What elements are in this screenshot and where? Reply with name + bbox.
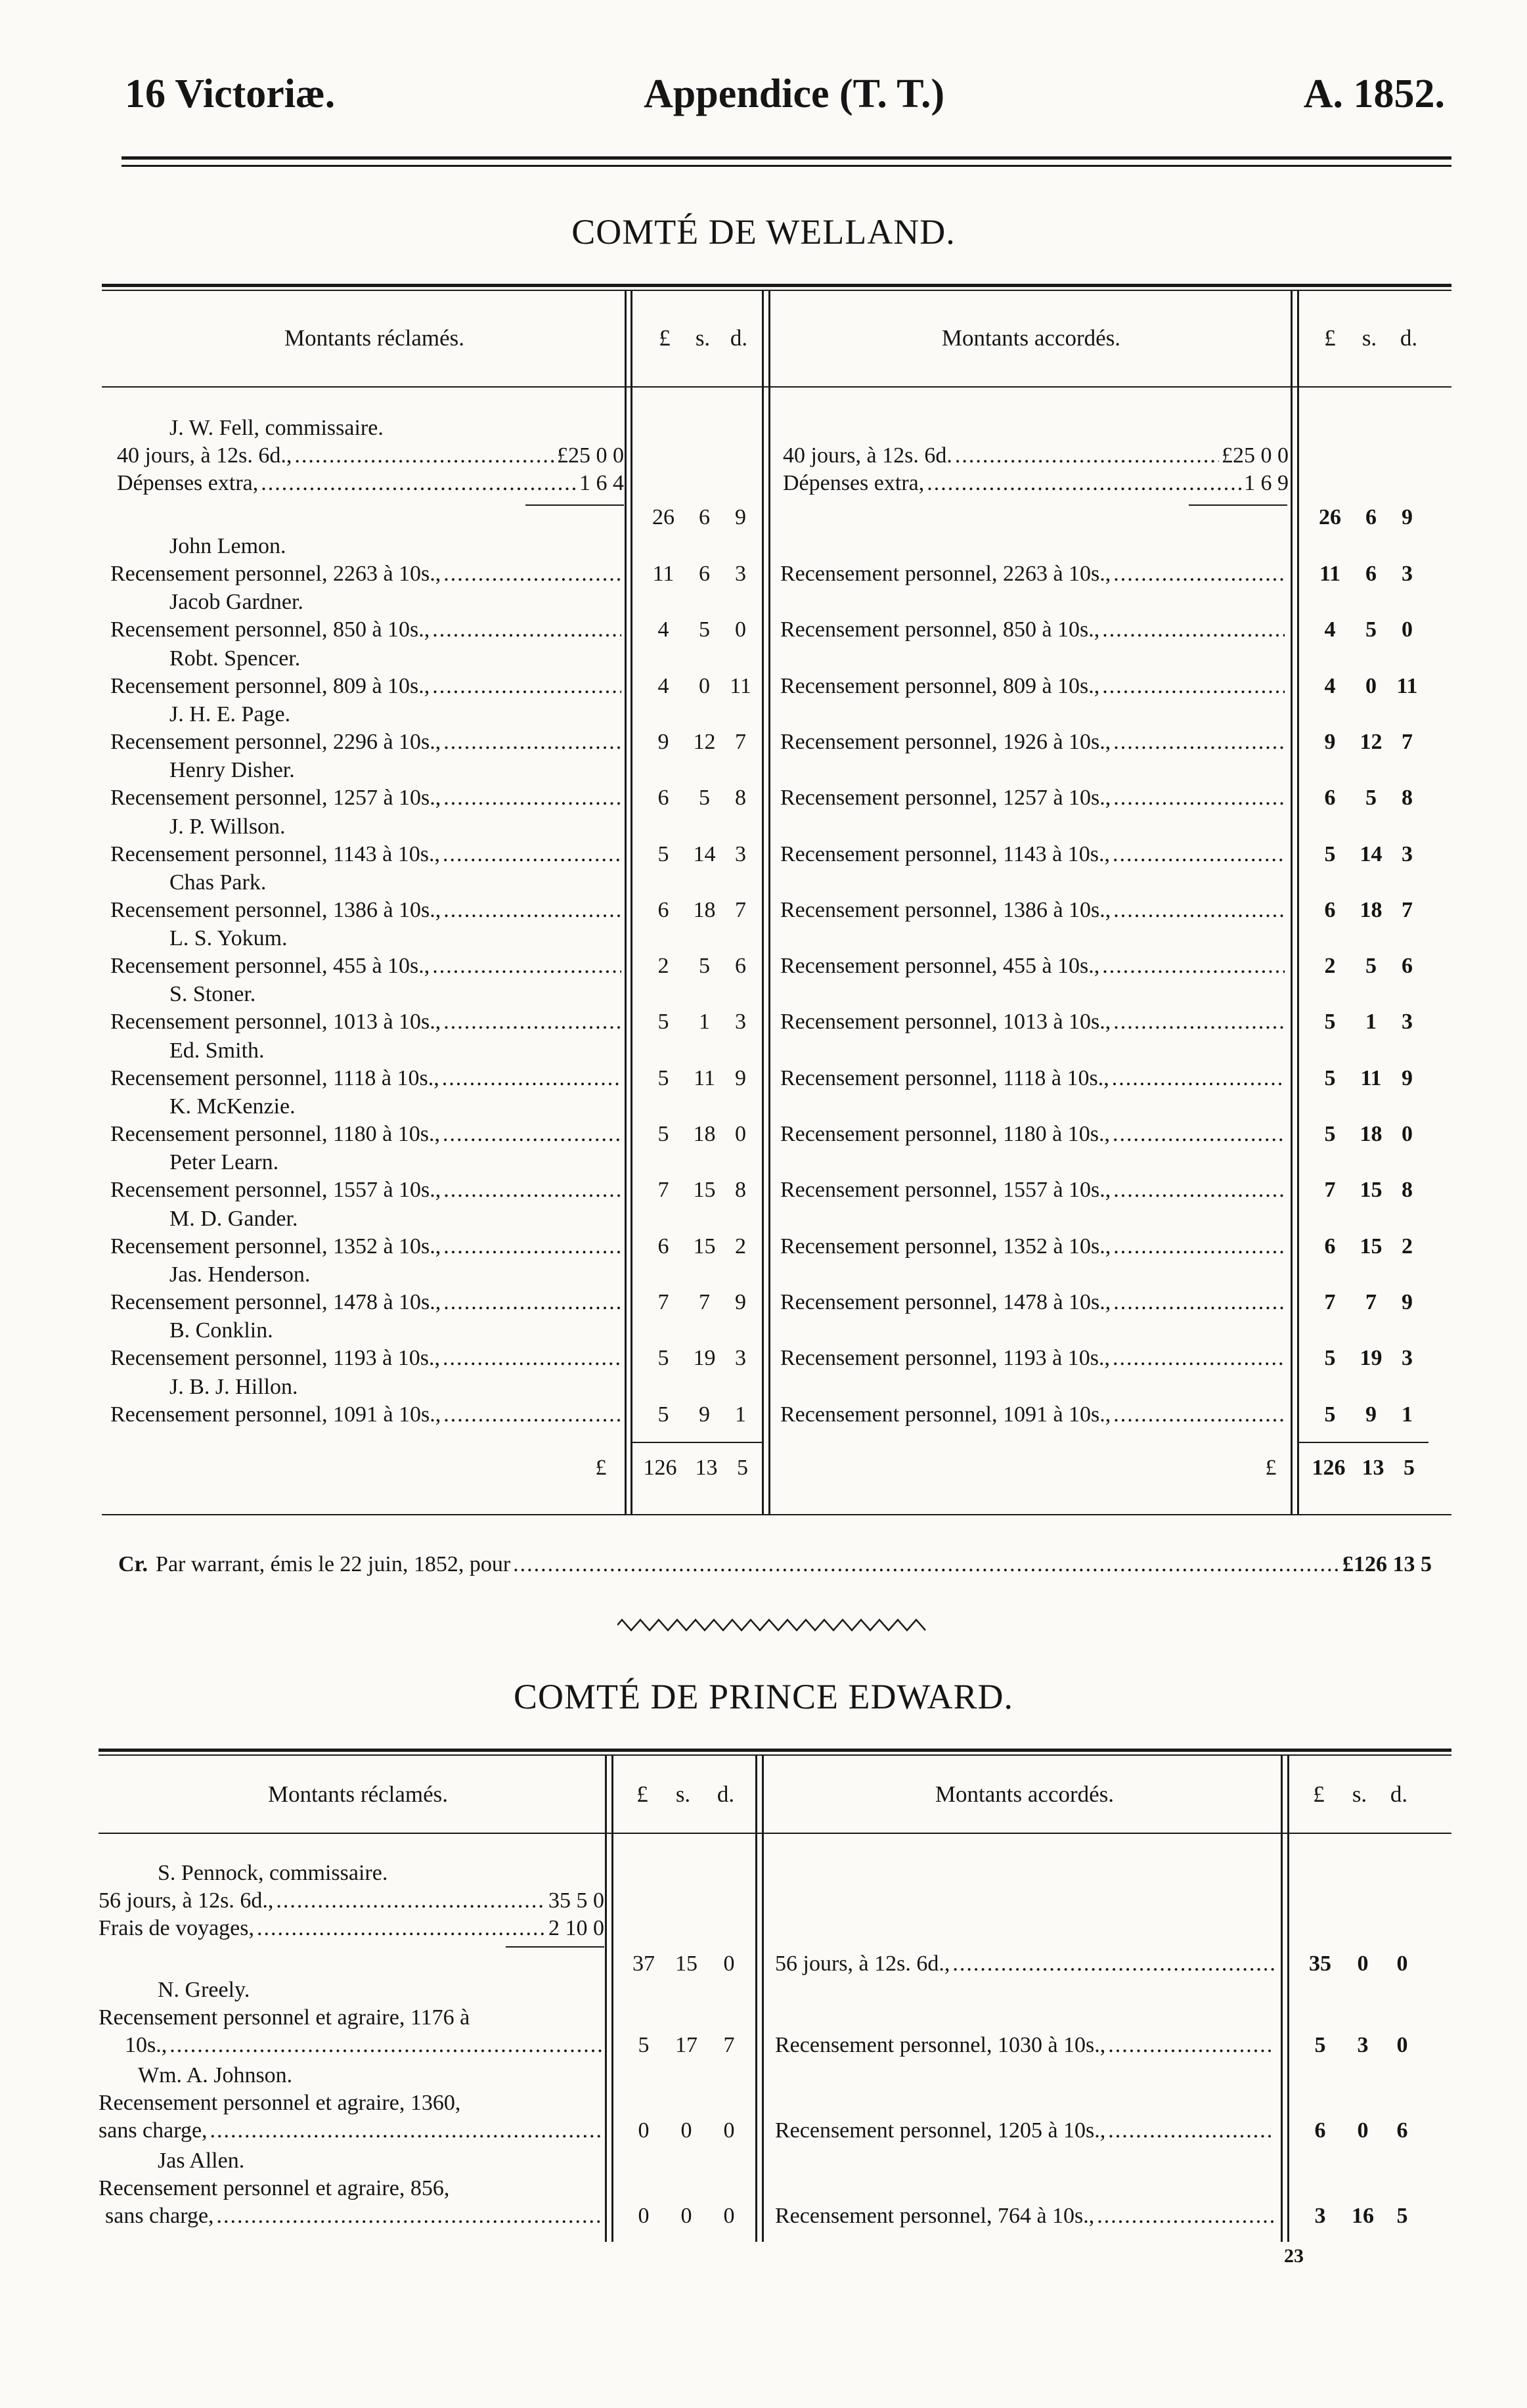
grant-total-shillings: 13 — [1361, 1456, 1384, 1480]
header-row-rule — [99, 1833, 1451, 1834]
grant-pence: 3 — [1402, 1346, 1413, 1370]
grant-pence: 0 — [1396, 1951, 1408, 1976]
claim-total-shillings: 13 — [695, 1456, 718, 1480]
claim-line: Recensement personnel, 2296 à 10s., ..... — [110, 729, 624, 755]
grant-line: Recensement personnel, 1352 à 10s., ..... — [780, 1234, 1287, 1260]
column-rule — [1287, 1756, 1289, 2242]
grant-pounds: 4 — [1324, 674, 1336, 698]
grant-shillings: 0 — [1357, 1951, 1369, 1976]
grant-line: Dépenses extra, ..... 1 6 9 — [783, 470, 1289, 497]
enumerator-name: Wm. A. Johnson. — [138, 2063, 293, 2087]
claim-line: Recensement personnel, 1013 à 10s., ..... — [110, 1009, 624, 1035]
header-rule — [122, 156, 1451, 160]
subtotal-rule — [1189, 504, 1287, 506]
grant-line: Recensement personnel, 809 à 10s., ..... — [780, 673, 1287, 700]
claim-line: Recensement personnel, 1557 à 10s., ..... — [110, 1177, 624, 1203]
claim-pence: 0 — [735, 617, 746, 642]
claim-line: Recensement personnel, 1478 à 10s., ..... — [110, 1289, 624, 1316]
claim-pounds: 9 — [657, 730, 669, 754]
claim-shillings: 11 — [694, 1066, 715, 1090]
claim-line: 10s., ..... — [125, 2032, 604, 2059]
enumerator-name: N. Greely. — [158, 1978, 250, 2002]
grant-line: Recensement personnel, 1557 à 10s., ..... — [780, 1177, 1287, 1203]
grant-shillings: 0 — [1365, 674, 1377, 698]
claim-pence: 0 — [723, 2118, 735, 2143]
column-rule — [1281, 1756, 1283, 2242]
decorative-divider — [617, 1617, 926, 1633]
grant-pence: 2 — [1402, 1234, 1413, 1259]
grant-line: Recensement personnel, 764 à 10s., ..... — [775, 2203, 1277, 2229]
grant-pence: 11 — [1396, 674, 1418, 698]
grant-pounds: 2 — [1324, 954, 1336, 978]
claim-line: sans charge, ..... — [105, 2203, 604, 2229]
grant-pence: 0 — [1396, 2033, 1408, 2057]
header-year: A. 1852. — [1303, 72, 1445, 116]
grant-pounds: 11 — [1319, 562, 1341, 586]
enumerator-name: Chas Park. — [169, 870, 267, 895]
grant-pounds: 3 — [1314, 2204, 1326, 2228]
claim-line: Recensement personnel, 1193 à 10s., ..... — [110, 1345, 624, 1371]
claim-line: Dépenses extra, ..... 1 6 4 — [117, 470, 624, 497]
claim-pounds: 26 — [652, 505, 675, 529]
enumerator-name: Jas. Henderson. — [169, 1262, 311, 1287]
table-top-rule — [99, 1754, 1451, 1756]
grant-shillings: 15 — [1360, 1178, 1383, 1202]
grant-pounds: 26 — [1319, 505, 1341, 529]
claim-pounds: 0 — [638, 2204, 650, 2228]
grant-line: Recensement personnel, 1143 à 10s., ..... — [780, 841, 1287, 868]
column-rule — [625, 291, 627, 1514]
grant-line: Recensement personnel, 455 à 10s., ..... — [780, 953, 1287, 979]
claim-pence: 7 — [735, 730, 746, 754]
claim-pence: 0 — [723, 1951, 735, 1976]
claim-line: Recensement personnel, 1118 à 10s., ..... — [110, 1065, 624, 1092]
col-shilling-heading: s. — [695, 325, 711, 351]
warrant-line: Cr. Par warrant, émis le 22 juin, 1852, pour ..... £126 13 5 — [118, 1551, 1432, 1578]
claim-pence: 8 — [735, 1178, 746, 1202]
claim-line: Recensement personnel, 1180 à 10s., ..... — [110, 1121, 624, 1148]
grant-line: Recensement personnel, 1478 à 10s., ..... — [780, 1289, 1287, 1316]
claim-shillings: 5 — [699, 954, 710, 978]
enumerator-name: Robt. Spencer. — [169, 646, 301, 671]
claim-shillings: 0 — [680, 2118, 692, 2143]
grant-pence: 1 — [1402, 1402, 1413, 1427]
total-rule — [1297, 1442, 1428, 1443]
enumerator-name: Ed. Smith. — [169, 1038, 265, 1063]
claim-pounds: 7 — [657, 1290, 669, 1314]
grant-pence: 7 — [1402, 898, 1413, 922]
grant-total-pence: 5 — [1404, 1456, 1415, 1480]
claim-pounds: 37 — [632, 1951, 655, 1976]
claim-line: Recensement personnel, 1257 à 10s., ..... — [110, 785, 624, 811]
claim-shillings: 17 — [675, 2033, 697, 2057]
commissioner-name: J. W. Fell, commissaire. — [169, 416, 384, 440]
grant-pence: 9 — [1402, 1290, 1413, 1314]
header-regnal-year: 16 Victoriæ. — [125, 72, 336, 116]
grant-line: Recensement personnel, 1180 à 10s., ..... — [780, 1121, 1287, 1148]
grant-pence: 8 — [1402, 1178, 1413, 1202]
grant-pounds: 6 — [1324, 898, 1336, 922]
running-header — [125, 71, 1445, 130]
grant-line: Recensement personnel, 1013 à 10s., ..... — [780, 1009, 1287, 1035]
claim-shillings: 15 — [693, 1234, 716, 1259]
grant-shillings: 7 — [1365, 1290, 1377, 1314]
section-title-prince-edward: COMTÉ DE PRINCE EDWARD. — [514, 1677, 1013, 1716]
grant-pence: 3 — [1402, 842, 1413, 866]
grant-shillings: 16 — [1352, 2204, 1374, 2228]
grant-pounds: 7 — [1324, 1178, 1336, 1202]
total-rule — [631, 1442, 762, 1443]
enumerator-name: John Lemon. — [169, 534, 286, 558]
claim-pence: 9 — [735, 505, 746, 529]
claim-pounds: 6 — [657, 786, 669, 810]
header-rule — [122, 165, 1451, 167]
grant-shillings: 5 — [1365, 786, 1377, 810]
grant-line: 56 jours, à 12s. 6d., ..... — [775, 1951, 1277, 1977]
table-top-rule — [102, 290, 1451, 291]
grant-pence: 3 — [1402, 562, 1413, 586]
claim-shillings: 5 — [699, 786, 710, 810]
grant-line: 40 jours, à 12s. 6d. ..... £25 0 0 — [783, 443, 1289, 469]
claim-shillings: 6 — [699, 505, 710, 529]
grant-shillings: 9 — [1365, 1402, 1377, 1427]
grant-shillings: 11 — [1360, 1066, 1382, 1090]
grant-shillings: 18 — [1360, 898, 1383, 922]
claim-line: Recensement personnel, 1143 à 10s., ..... — [110, 841, 624, 868]
grant-shillings: 19 — [1360, 1346, 1383, 1370]
claim-shillings: 1 — [699, 1010, 710, 1034]
claim-pounds: 5 — [657, 1402, 669, 1427]
grant-pounds: 6 — [1314, 2118, 1326, 2143]
col-claimed-heading: Montants réclamés. — [284, 325, 465, 351]
col-pound-heading: £ — [636, 1781, 648, 1807]
claim-description: Recensement personnel et agraire, 856, — [99, 2176, 450, 2200]
grant-pounds: 5 — [1324, 1066, 1336, 1090]
col-shilling-heading: s. — [1361, 325, 1377, 351]
claim-pounds: 5 — [657, 1346, 669, 1370]
claim-line: 56 jours, à 12s. 6d., ..... 35 5 0 — [99, 1888, 604, 1914]
claim-line: Recensement personnel, 809 à 10s., ..... — [110, 673, 624, 700]
claim-line: Recensement personnel, 1091 à 10s., ..... — [110, 1402, 624, 1428]
claim-pounds: 6 — [657, 1234, 669, 1259]
enumerator-name: J. B. J. Hillon. — [169, 1375, 298, 1399]
enumerator-name: Peter Learn. — [169, 1150, 279, 1174]
total-pound-symbol: £ — [595, 1456, 607, 1480]
grant-shillings: 18 — [1360, 1122, 1383, 1146]
grant-line: Recensement personnel, 1091 à 10s., ..... — [780, 1402, 1287, 1428]
grant-pence: 9 — [1402, 505, 1413, 529]
enumerator-name: B. Conklin. — [169, 1318, 273, 1343]
claim-total-pounds: 126 — [643, 1456, 677, 1480]
grant-line: Recensement personnel, 1030 à 10s., ..... — [775, 2032, 1277, 2059]
claim-pounds: 4 — [657, 674, 669, 698]
claim-pounds: 2 — [657, 954, 669, 978]
grant-pounds: 6 — [1324, 1234, 1336, 1259]
grant-pence: 7 — [1402, 730, 1413, 754]
grant-pounds: 7 — [1324, 1290, 1336, 1314]
grant-line: Recensement personnel, 850 à 10s., ..... — [780, 617, 1287, 643]
column-rule — [605, 1756, 607, 2242]
column-rule — [768, 291, 770, 1514]
enumerator-name: J. H. E. Page. — [169, 702, 291, 726]
claim-shillings: 19 — [693, 1346, 716, 1370]
claim-description: Recensement personnel et agraire, 1360, — [99, 2091, 461, 2115]
grant-line: Recensement personnel, 2263 à 10s., ..... — [780, 561, 1287, 587]
col-pound-heading: £ — [659, 325, 671, 351]
grant-pence: 5 — [1396, 2204, 1408, 2228]
enumerator-name: Henry Disher. — [169, 758, 295, 782]
grant-pence: 8 — [1402, 786, 1413, 810]
col-pence-heading: d. — [717, 1781, 735, 1807]
claim-pence: 0 — [723, 2204, 735, 2228]
grant-line: Recensement personnel, 1193 à 10s., ..... — [780, 1345, 1287, 1371]
claim-shillings: 0 — [680, 2204, 692, 2228]
claim-pounds: 0 — [638, 2118, 650, 2143]
grant-line: Recensement personnel, 1926 à 10s., ..... — [780, 729, 1287, 755]
col-claimed-heading: Montants réclamés. — [267, 1781, 449, 1807]
enumerator-name: K. McKenzie. — [169, 1094, 296, 1119]
col-pence-heading: d. — [1400, 325, 1418, 351]
claim-line: Frais de voyages, ..... 2 10 0 — [99, 1915, 604, 1942]
enumerator-name: J. P. Willson. — [169, 814, 286, 839]
grant-pounds: 5 — [1324, 1346, 1336, 1370]
subtotal-rule — [525, 504, 624, 506]
claim-pence: 9 — [735, 1066, 746, 1090]
enumerator-name: Jacob Gardner. — [169, 590, 303, 614]
enumerator-name: S. Stoner. — [169, 982, 256, 1006]
claim-pence: 2 — [735, 1234, 746, 1259]
claim-line: Recensement personnel, 850 à 10s., ..... — [110, 617, 624, 643]
claim-shillings: 15 — [675, 1951, 697, 1976]
claim-shillings: 14 — [693, 842, 716, 866]
column-rule — [611, 1756, 613, 2242]
grant-shillings: 6 — [1365, 562, 1377, 586]
claim-pence: 7 — [723, 2033, 735, 2057]
grant-shillings: 3 — [1357, 2033, 1369, 2057]
section-title-welland: COMTÉ DE WELLAND. — [571, 212, 956, 252]
grant-pounds: 5 — [1324, 1010, 1336, 1034]
grant-pence: 3 — [1402, 1010, 1413, 1034]
grant-shillings: 14 — [1360, 842, 1383, 866]
grant-pounds: 5 — [1314, 2033, 1326, 2057]
claim-shillings: 18 — [693, 898, 716, 922]
claim-pounds: 5 — [657, 1066, 669, 1090]
claim-pence: 3 — [735, 842, 746, 866]
grant-pounds: 5 — [1324, 1402, 1336, 1427]
claim-shillings: 9 — [699, 1402, 710, 1427]
grant-pence: 0 — [1402, 617, 1413, 642]
grant-pence: 6 — [1396, 2118, 1408, 2143]
column-rule — [762, 291, 764, 1514]
claim-line: Recensement personnel, 1352 à 10s., ..... — [110, 1234, 624, 1260]
claim-pence: 8 — [735, 786, 746, 810]
column-rule — [1297, 291, 1299, 1514]
header-appendix: Appendice (T. T.) — [644, 72, 945, 116]
grant-pounds: 5 — [1324, 1122, 1336, 1146]
claim-pounds: 5 — [657, 842, 669, 866]
col-shilling-heading: s. — [1352, 1781, 1367, 1807]
claim-pounds: 5 — [657, 1122, 669, 1146]
claim-line: sans charge, ..... — [99, 2118, 604, 2144]
commissioner-name: S. Pennock, commissaire. — [158, 1861, 388, 1885]
grant-line: Recensement personnel, 1386 à 10s., ..... — [780, 897, 1287, 924]
claim-pence: 0 — [735, 1122, 746, 1146]
grant-line: Recensement personnel, 1257 à 10s., ..... — [780, 785, 1287, 811]
column-rule — [631, 291, 632, 1514]
claim-pounds: 7 — [657, 1178, 669, 1202]
column-rule — [762, 1756, 764, 2242]
grant-shillings: 5 — [1365, 617, 1377, 642]
grant-line: Recensement personnel, 1205 à 10s., ..... — [775, 2118, 1277, 2144]
claim-pence: 9 — [735, 1290, 746, 1314]
claim-pounds: 5 — [638, 2033, 650, 2057]
grant-pounds: 35 — [1309, 1951, 1331, 1976]
claim-line: Recensement personnel, 455 à 10s., ..... — [110, 953, 624, 979]
claim-pence: 1 — [735, 1402, 746, 1427]
total-pound-symbol: £ — [1265, 1456, 1277, 1480]
subtotal-rule — [506, 1946, 604, 1948]
claim-pounds: 4 — [657, 617, 669, 642]
claim-shillings: 5 — [699, 617, 710, 642]
grant-shillings: 5 — [1365, 954, 1377, 978]
claim-pence: 6 — [735, 954, 746, 978]
grant-pounds: 5 — [1324, 842, 1336, 866]
claim-shillings: 15 — [693, 1178, 716, 1202]
header-row-rule — [102, 386, 1451, 388]
grant-shillings: 15 — [1360, 1234, 1383, 1259]
claim-pence: 3 — [735, 562, 746, 586]
col-shilling-heading: s. — [675, 1781, 691, 1807]
claim-line: Recensement personnel, 2263 à 10s., ..... — [110, 561, 624, 587]
col-granted-heading: Montants accordés. — [941, 325, 1121, 351]
grant-pence: 6 — [1402, 954, 1413, 978]
enumerator-name: L. S. Yokum. — [169, 926, 288, 950]
grant-pounds: 4 — [1324, 617, 1336, 642]
claim-pounds: 5 — [657, 1010, 669, 1034]
claim-description: Recensement personnel et agraire, 1176 à — [99, 2005, 470, 2030]
claim-shillings: 0 — [699, 674, 710, 698]
col-pound-heading: £ — [1324, 325, 1336, 351]
grant-shillings: 1 — [1365, 1010, 1377, 1034]
grant-pence: 9 — [1402, 1066, 1413, 1090]
page-number: 23 — [1284, 2245, 1304, 2267]
claim-total-pence: 5 — [737, 1456, 748, 1480]
enumerator-name: Jas Allen. — [158, 2149, 245, 2173]
grant-shillings: 12 — [1360, 730, 1383, 754]
grant-pence: 0 — [1402, 1122, 1413, 1146]
claim-shillings: 6 — [699, 562, 710, 586]
claim-line: Recensement personnel, 1386 à 10s., ..... — [110, 897, 624, 924]
claim-shillings: 7 — [699, 1290, 710, 1314]
claim-pounds: 6 — [657, 898, 669, 922]
grant-line: Recensement personnel, 1118 à 10s., ..... — [780, 1065, 1287, 1092]
table-top-rule — [102, 284, 1451, 287]
grant-shillings: 6 — [1365, 505, 1377, 529]
grant-total-pounds: 126 — [1312, 1456, 1346, 1480]
table-bottom-rule — [102, 1514, 1451, 1515]
column-rule — [755, 1756, 757, 2242]
claim-pence: 3 — [735, 1010, 746, 1034]
claim-line: 40 jours, à 12s. 6d., ..... £25 0 0 — [117, 443, 624, 469]
claim-pence: 3 — [735, 1346, 746, 1370]
claim-pence: 7 — [735, 898, 746, 922]
grant-pounds: 9 — [1324, 730, 1336, 754]
claim-shillings: 18 — [693, 1122, 716, 1146]
claim-pounds: 11 — [652, 562, 675, 586]
grant-shillings: 0 — [1357, 2118, 1369, 2143]
col-pound-heading: £ — [1313, 1781, 1325, 1807]
claim-shillings: 12 — [693, 730, 716, 754]
col-pence-heading: d. — [1390, 1781, 1408, 1807]
col-granted-heading: Montants accordés. — [935, 1781, 1115, 1807]
column-rule — [1291, 291, 1293, 1514]
table-top-rule — [99, 1749, 1451, 1752]
enumerator-name: M. D. Gander. — [169, 1207, 298, 1231]
col-pence-heading: d. — [730, 325, 748, 351]
claim-pence: 11 — [730, 674, 751, 698]
grant-pounds: 6 — [1324, 786, 1336, 810]
